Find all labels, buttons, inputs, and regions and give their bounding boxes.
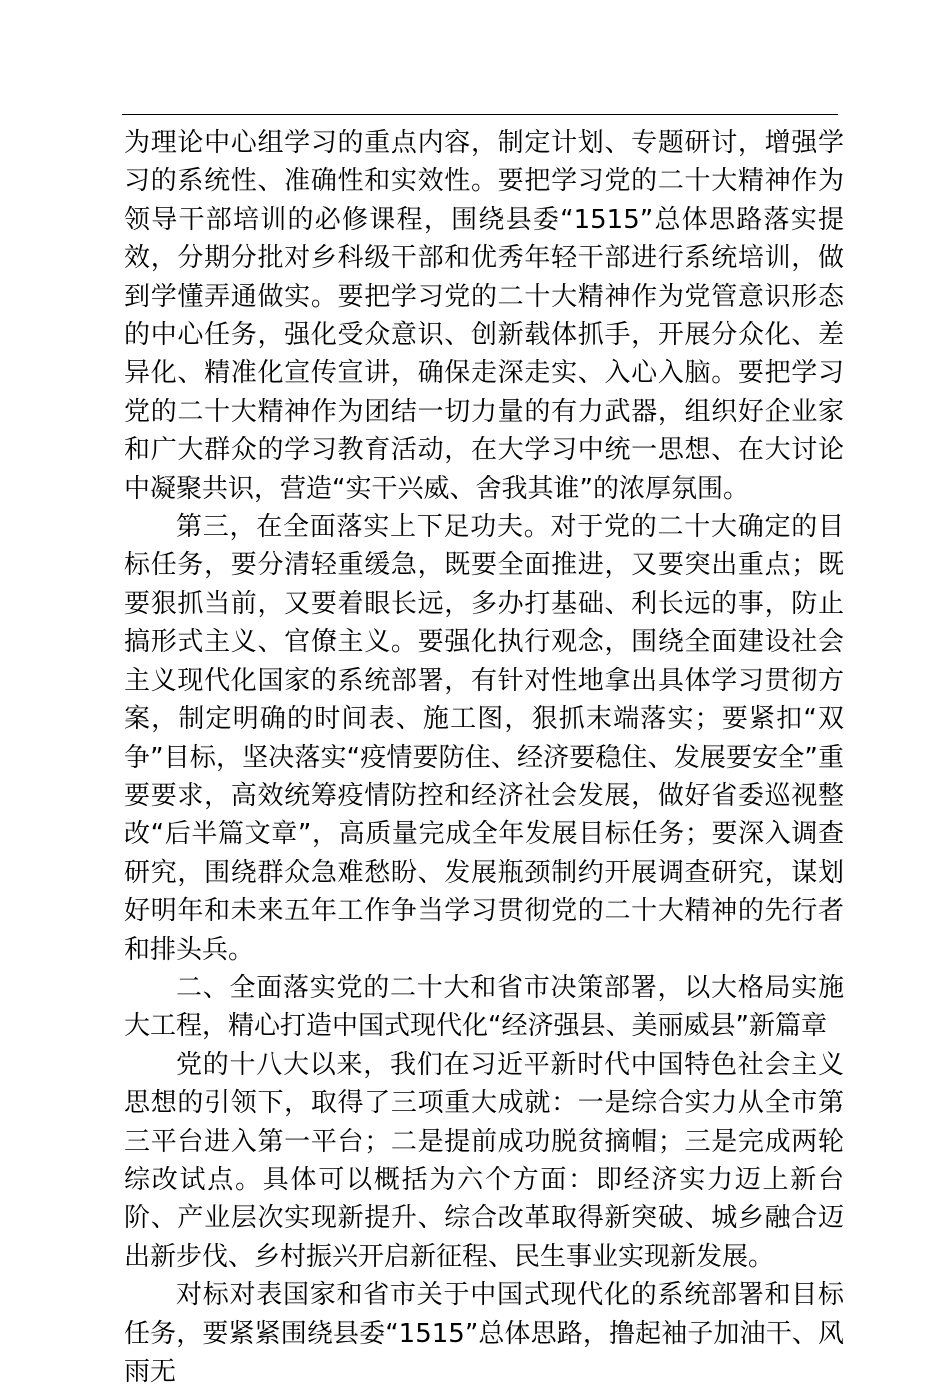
paragraph-study-plan: 为理论中心组学习的重点内容，制定计划、专题研讨，增强学习的系统性、准确性和实效性。要把学习党的二十大精神作为领导干部培训的必修课程，围绕县委“1515”总体思路落实提效，分期分批对乡科级干部和优秀年轻干部进行系统培训，做到学懂弄通做实。要把学习党的二十大精神作为党管意识形态的中心任务，强化受众意识、创新载体抓手，开展分众化、差异化、精准化宣传宣讲，确保走深走实、入心入脑。要把学习党的二十大精神作为团结一切力量的有力武器，组织好企业家和广大群众的学习教育活动，在大学习中统一思想、在大讨论中凝聚共识，营造“实干兴威、舍我其谁”的浓厚氛围。 bbox=[124, 128, 844, 504]
paragraph-third-point: 第三，在全面落实上下足功夫。对于党的二十大确定的目标任务，要分清轻重缓急，既要全面推进，又要突出重点；既要狠抓当前，又要着眼长远，多办打基础、利长远的事，防止搞形式主义、官僚主义。要强化执行观念，围绕全面建设社会主义现代化国家的系统部署，有针对性地拿出具体学习贯彻方案，制定明确的时间表、施工图，狠抓末端落实；要紧扣“双争”目标，坚决落实“疫情要防住、经济要稳住、发展要安全”重要要求，高效统筹疫情防控和经济社会发展，做好省委巡视整改“后半篇文章”，高质量完成全年发展目标任务；要深入调查研究，围绕群众急难愁盼、发展瓶颈制约开展调查研究，谋划好明年和未来五年工作争当学习贯彻党的二十大精神的先行者和排头兵。 bbox=[124, 512, 844, 965]
header-rule bbox=[122, 114, 838, 115]
paragraph-benchmark: 对标对表国家和省市关于中国式现代化的系统部署和目标任务，要紧紧围绕县委“1515”总体思路，撸起袖子加油干、风雨无 bbox=[124, 1280, 844, 1387]
paragraph-achievements: 党的十八大以来，我们在习近平新时代中国特色社会主义思想的引领下，取得了三项重大成就：一是综合实力从全市第三平台进入第一平台；二是提前成功脱贫摘帽；三是完成两轮综改试点。具体可以概括为六个方面：即经济实力迈上新台阶、产业层次实现新提升、综合改革取得新突破、城乡融合迈出新步伐、乡村振兴开启新征程、民生事业实现新发展。 bbox=[124, 1049, 844, 1272]
document-body bbox=[124, 124, 844, 1391]
section-heading-two: 二、全面落实党的二十大和省市决策部署，以大格局实施大工程，精心打造中国式现代化“经济强县、美丽威县”新篇章 bbox=[124, 972, 844, 1042]
